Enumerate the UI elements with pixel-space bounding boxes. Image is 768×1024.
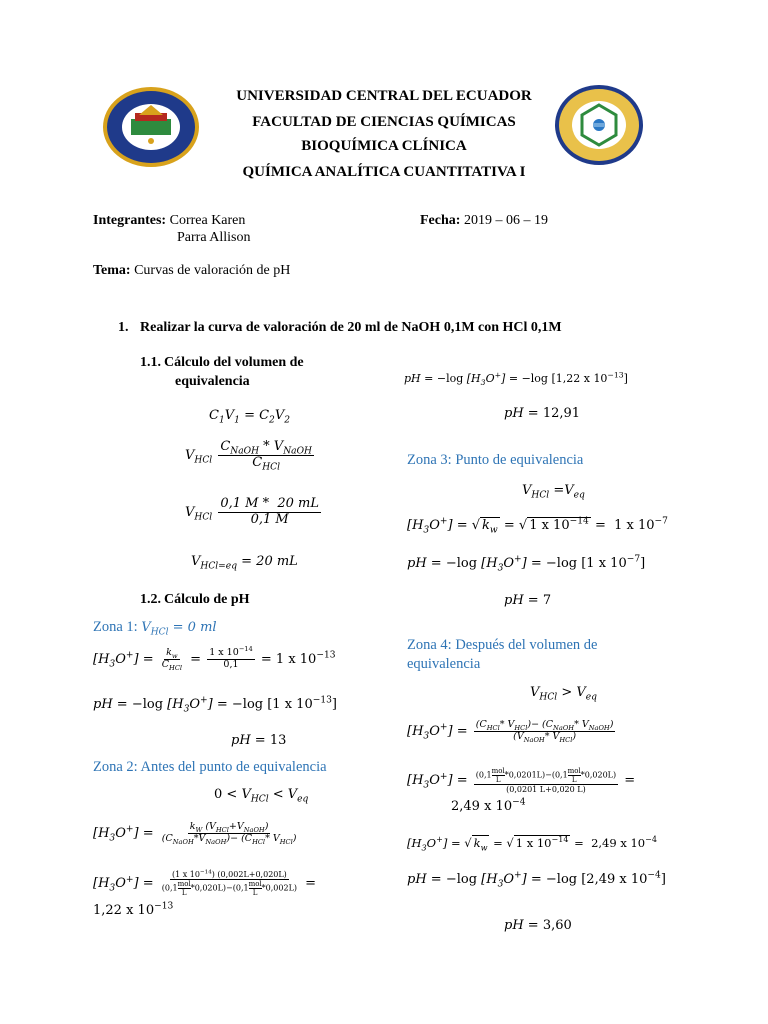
zone-3-ph-result: pH = 7 <box>504 593 552 608</box>
subsection-1-1-title-line-2: equivalencia <box>175 374 250 389</box>
topic-label: Tema: <box>93 263 131 278</box>
zone-4-ph-formula: pH = −log $[H_3O^+] = -\log$ [2,49 x $10^{-4}$] <box>407 870 666 890</box>
zone-4-heading-line-2: equivalencia <box>407 656 481 672</box>
zone-3-ph-formula: pH = −log $[H_3O^+] = -\log$ [1 x $10^{-7}$] <box>407 554 646 574</box>
subject-name: QUÍMICA ANALÍTICA CUANTITATIVA I <box>242 164 526 180</box>
subsection-1-2-title: Cálculo de pH <box>164 592 250 607</box>
member-1: Correa Karen <box>169 213 246 228</box>
subsection-1-1-number: 1.1. <box>140 355 161 370</box>
zone-3-condition: $V_{HCl} =V_{eq}$ <box>522 483 585 501</box>
zone-2-h3o-value: 1,22 x 10 <box>93 903 155 918</box>
zone-4-h3o-value: 2,49 x 10 <box>451 799 513 814</box>
zone-2-h3o-result: 1,22 x $10^{-13}$ <box>93 901 174 918</box>
zone-1-label: Zona 1: <box>93 619 138 635</box>
zone-2-ph-formula: pH = −log $[H_3O^+] = -\log$ [1,22 x $10^{-13}$] <box>404 370 628 388</box>
zone-1-condition: $V_{HCl} = 0$ ml <box>141 620 217 638</box>
volume-substitution: $V_{HCl}$ $\frac{0,1 M * 20 mL}{0,1 M}$ <box>185 496 319 527</box>
zone-4-ph-result: pH = 3,60 <box>504 918 572 933</box>
zone-2-condition: $0 < V_{HCl} < V_{eq}$ <box>214 787 309 805</box>
zone-4-h3o-formula: $[H_3O^+]$ = $\frac{(C_{HCl}* V_{HCl})- (C_{NaOH}* V_{NaOH})}{(V_{NaOH}* V_{HCl})}$ <box>407 719 614 744</box>
topic-row <box>93 263 290 279</box>
date-row <box>420 213 548 229</box>
volume-formula: $V_{HCl}$ $\frac{C_{NaOH} * V_{NaOH}}{C_{HCl}}$ <box>185 439 312 473</box>
zone-2-ph-result: pH = 12,91 <box>504 406 581 421</box>
date-label: Fecha: <box>420 213 461 228</box>
zone-1-heading <box>93 619 217 636</box>
zone-4-h3o-substitution: $[H_3O^+]$ = (0,1 mol L *0,0201L)−(0,1 mol L *0,020L) (0,0201 L+0,020 L) = <box>407 767 636 795</box>
zone-4-ph-value: 3,60 <box>542 918 572 933</box>
zone-2-h3o-substitution: $[H_3O^+]$ = (1 x $10^{-14}$) (0,002L+0,020L) (0,1 mol L *0,020L)−(0,1 mol L *0,002L) = <box>93 869 317 898</box>
zone-1-ph-result: pH = 13 <box>231 733 287 748</box>
zone-3-ph-value: 7 <box>542 593 552 608</box>
topic-value: Curvas de valoración de pH <box>134 263 291 278</box>
subsection-1-2-number: 1.2. <box>140 592 161 607</box>
members-label: Integrantes: <box>93 213 167 228</box>
section-1-number: 1. <box>118 320 129 335</box>
volume-result: $V_{HCl=eq} = 20$ mL <box>191 554 298 572</box>
section-1-title: Realizar la curva de valoración de 20 ml de NaOH 0,1M con HCl 0,1M <box>140 320 562 335</box>
zone-4-h3o-result: 2,49 x $10^{-4}$ <box>451 797 526 814</box>
university-name: UNIVERSIDAD CENTRAL DEL ECUADOR <box>236 88 532 104</box>
date-value: 2019 – 06 – 19 <box>463 213 548 228</box>
subsection-1-1-title-line-1: Cálculo del volumen de <box>164 355 304 370</box>
faculty-name: FACULTAD DE CIENCIAS QUÍMICAS <box>252 114 516 130</box>
zone-4-heading-line-1: Zona 4: Después del volumen de <box>407 637 598 653</box>
dilution-equation: $C_1V_1 = C_2V_2$ <box>209 408 291 426</box>
zone-2-h3o-formula: $[H_3O^+]$ = $\frac{k_W (V_{HCl}+V_{NaOH})}{(C_{NaOH}*V_{NaOH})- (C_{HCl}* V_{HCl})}$ <box>93 821 297 846</box>
zone-1-ph-formula: pH = −log $[H_3O^+] = -\log$ [1 x $10^{-13}$] <box>93 695 337 715</box>
zone-4-h3o-check: $[H_3O^+]$ = √ $k_w$ = √ 1 x $10^{-14} = 2,49$ x $10^{-4}$ <box>407 835 657 853</box>
zone-2-ph-value: 12,91 <box>542 406 581 421</box>
zone-3-heading: Zona 3: Punto de equivalencia <box>407 452 584 468</box>
member-2: Parra Allison <box>177 230 251 245</box>
zone-1-ph-value: 13 <box>269 733 287 748</box>
zone-3-h3o-formula: $[H_3O^+]$ = √ $k_w$ = √ 1 x $10^{-14} = 1$ x $10^{-7}$ <box>407 516 668 536</box>
zone-4-condition: $V_{HCl} > V_{eq}$ <box>530 685 597 703</box>
zone-2-heading: Zona 2: Antes del punto de equivalencia <box>93 759 327 775</box>
members-row <box>93 213 245 229</box>
zone-1-h3o-formula: $[H_3O^+]$ = $\frac{k_w}{C_{HCl}}$ = $\frac{1 x 10^{-14}}{0,1}$ = 1 x $10^{-13}$ <box>93 644 336 672</box>
career-name: BIOQUÍMICA CLÍNICA <box>301 138 467 154</box>
